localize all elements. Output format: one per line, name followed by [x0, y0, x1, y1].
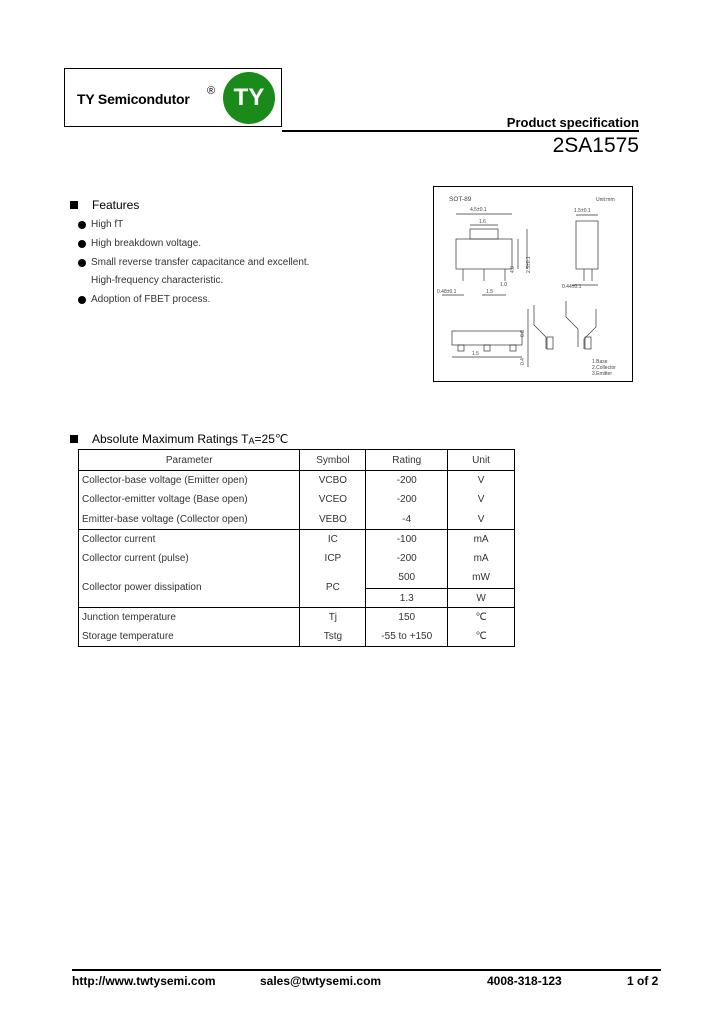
- package-outline-drawing: [433, 186, 633, 382]
- svg-text:1.5: 1.5: [472, 351, 479, 357]
- dim-side-bottom: 0.44±0.1: [562, 284, 582, 290]
- pin-note-3: 3.Emitter: [592, 371, 613, 377]
- table-row: Emitter-base voltage (Collector open) VEBO -4 V: [79, 510, 515, 530]
- header-parameter: Parameter: [79, 450, 300, 471]
- table-row: Junction temperature Tj 150 ℃: [79, 608, 515, 628]
- feature-continuation: High-frequency characteristic.: [91, 275, 224, 287]
- page-number: 1 of 2: [627, 974, 659, 988]
- features-list: [78, 218, 309, 312]
- ratings-heading: Absolute Maximum Ratings T A =25 ℃: [70, 432, 288, 446]
- svg-text:1.0: 1.0: [500, 282, 507, 288]
- feature-item: Small reverse transfer capacitance and excellent.: [78, 256, 309, 275]
- table-row: Collector current (pulse) ICP -200 mA: [79, 549, 515, 569]
- ty-logo-circle: TY: [223, 72, 275, 124]
- feature-item: Adoption of FBET process.: [78, 293, 309, 312]
- feature-item: High breakdown voltage.: [78, 237, 309, 256]
- pin-note-2: 2.Collector: [592, 365, 616, 371]
- dim-side-top: 1.5±0.1: [574, 208, 591, 214]
- features-heading: [70, 198, 139, 212]
- table-row: Storage temperature Tstg -55 to +150 ℃: [79, 627, 515, 647]
- table-row: Collector current IC -100 mA: [79, 529, 515, 549]
- company-name: TY Semicondutor: [77, 91, 190, 107]
- table-row: Collector power dissipation PC 500 1.3 mW W: [79, 568, 515, 608]
- header-rating: Rating: [366, 450, 448, 471]
- header-unit: Unit: [448, 450, 515, 471]
- svg-text:0.4: 0.4: [520, 358, 526, 365]
- unit-label: Unit:mm: [596, 197, 615, 203]
- package-name: SOT-89: [449, 196, 472, 203]
- footer-url-link[interactable]: http://www.twtysemi.com: [72, 974, 216, 988]
- svg-text:2.5±0.1: 2.5±0.1: [526, 256, 532, 273]
- table-row: Collector-emitter voltage (Base open) VCEO -200 V: [79, 490, 515, 510]
- bullet-icon: [78, 296, 86, 304]
- table-row: Collector-base voltage (Emitter open) VCBO -200 V: [79, 471, 515, 491]
- part-number: 2SA1575: [552, 134, 639, 157]
- header-symbol: Symbol: [300, 450, 366, 471]
- company-logo: [64, 68, 282, 127]
- footer-phone: 4008-318-123: [487, 974, 562, 988]
- square-bullet-icon: [70, 435, 78, 443]
- svg-text:0.8: 0.8: [520, 330, 526, 337]
- features-title: Features: [92, 198, 140, 212]
- bullet-icon: [78, 240, 86, 248]
- bullet-icon: [78, 259, 86, 267]
- footer-email-link[interactable]: sales@twtysemi.com: [260, 974, 382, 988]
- svg-text:0.48±0.1: 0.48±0.1: [437, 289, 457, 295]
- footer-rule: [72, 969, 661, 971]
- bullet-icon: [78, 221, 86, 229]
- pin-note-1: 1.Base: [592, 359, 608, 365]
- ratings-table: [78, 449, 515, 647]
- ratings-title: Absolute Maximum Ratings T: [92, 432, 249, 446]
- square-bullet-icon: [70, 201, 78, 209]
- dim-top-width: 4.5±0.1: [470, 207, 487, 213]
- svg-text:4.0: 4.0: [510, 266, 516, 273]
- table-header-row: [79, 450, 515, 471]
- feature-item: High fT: [78, 218, 309, 237]
- svg-text:1.5: 1.5: [486, 289, 493, 295]
- dim-tab-width: 1.6: [479, 219, 486, 225]
- header-rule: [282, 130, 639, 132]
- registered-mark-icon: ®: [207, 85, 216, 97]
- document-type: Product specification: [506, 115, 639, 130]
